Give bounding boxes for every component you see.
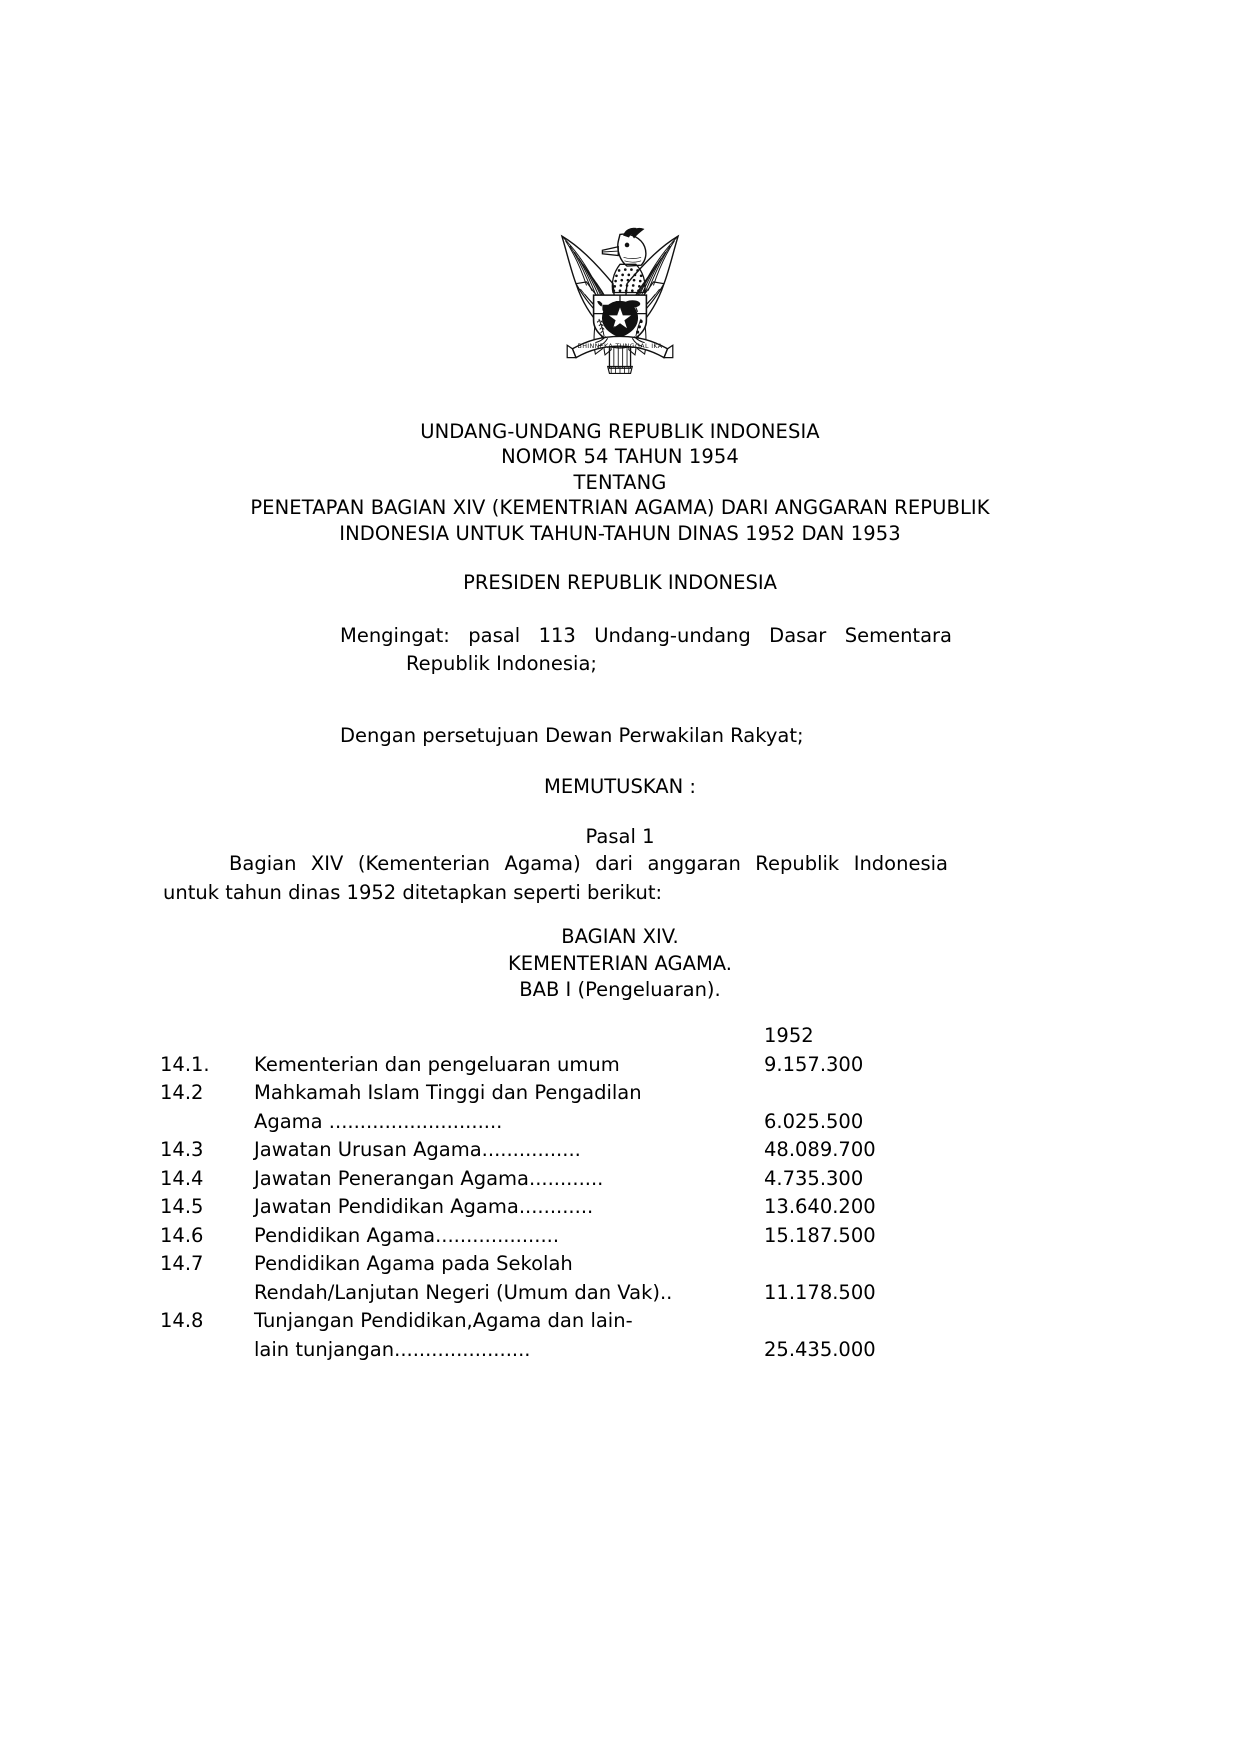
budget-row-value: 11.178.500 [764, 1280, 876, 1304]
budget-row-value: 25.435.000 [764, 1337, 876, 1361]
memutuskan-heading: MEMUTUSKAN : [544, 775, 696, 798]
budget-row-code: 14.8 [160, 1309, 204, 1332]
budget-row-value: 13.640.200 [764, 1195, 876, 1218]
budget-row-value: 6.025.500 [764, 1109, 864, 1133]
budget-row-label: Pendidikan Agama.................... [254, 1223, 560, 1247]
budget-row [160, 1079, 1080, 1108]
budget-row [160, 1165, 1080, 1194]
mengingat-line-2: Republik Indonesia; [406, 652, 597, 675]
budget-row-code: 14.3 [160, 1138, 204, 1161]
budget-row [160, 1250, 1080, 1279]
budget-row-label: Tunjangan Pendidikan,Agama dan lain- [254, 1309, 633, 1332]
year-header-spacer-code [160, 1022, 254, 1051]
budget-row-value-spacer [764, 1307, 1080, 1336]
budget-row-code: 14.7 [160, 1252, 204, 1275]
budget-row-continuation [160, 1336, 1080, 1365]
budget-row-label: Kementerian dan pengeluaran umum [254, 1052, 620, 1076]
document-title-block [160, 419, 1080, 546]
budget-row-label: Mahkamah Islam Tinggi dan Pengadilan [254, 1081, 642, 1104]
title-line-1: UNDANG-UNDANG REPUBLIK INDONESIA [420, 420, 820, 443]
budget-row [160, 1051, 1080, 1080]
motto-ribbon [567, 336, 673, 357]
budget-row-label-continued: Agama ............................ [254, 1109, 503, 1133]
persetujuan-paragraph: Dengan persetujuan Dewan Perwakilan Rakyat; [340, 724, 804, 747]
budget-year-header: 1952 [764, 1024, 814, 1047]
bagian-heading-block [160, 924, 1080, 1004]
budget-row-value-spacer [764, 1250, 1080, 1279]
budget-row-code-spacer [160, 1336, 254, 1365]
budget-row-value: 15.187.500 [764, 1223, 876, 1247]
budget-row [160, 1222, 1080, 1251]
budget-table-container [160, 1022, 1080, 1364]
budget-row-label-continued: lain tunjangan...................... [254, 1337, 531, 1361]
budget-row-code: 14.2 [160, 1081, 204, 1104]
budget-row-code: 14.4 [160, 1166, 204, 1190]
budget-row [160, 1193, 1080, 1222]
budget-row-label: Jawatan Urusan Agama................ [254, 1138, 581, 1161]
title-line-5: INDONESIA UNTUK TAHUN-TAHUN DINAS 1952 DAN 1953 [339, 521, 901, 545]
budget-row-label: Jawatan Penerangan Agama............ [254, 1166, 604, 1190]
budget-row-code: 14.1. [160, 1052, 210, 1076]
title-line-3: TENTANG [573, 470, 667, 494]
emblem-container [0, 208, 1240, 384]
budget-row-code-spacer [160, 1279, 254, 1308]
budget-row-value: 4.735.300 [764, 1166, 864, 1190]
garuda-pancasila-emblem [532, 208, 708, 384]
budget-row [160, 1136, 1080, 1165]
mengingat-paragraph [340, 622, 952, 678]
budget-row-code-spacer [160, 1108, 254, 1137]
budget-table [160, 1022, 1080, 1364]
budget-row-code: 14.5 [160, 1195, 204, 1218]
year-header-spacer-label [254, 1022, 764, 1051]
bagian-line-3: BAB I (Pengeluaran). [519, 978, 721, 1001]
budget-row-continuation [160, 1108, 1080, 1137]
mengingat-line-1: Mengingat: pasal 113 Undang-undang Dasar Sementara [340, 624, 952, 647]
budget-row-code: 14.6 [160, 1223, 204, 1247]
svg-text:BHINNEKA TUNGGAL IKA: BHINNEKA TUNGGAL IKA [577, 342, 663, 350]
pasal-body: Bagian XIV (Kementerian Agama) dari anggaran Republik Indonesia untuk tahun dinas 1952 ditetapkan seperti berikut: [163, 852, 948, 904]
president-heading: PRESIDEN REPUBLIK INDONESIA [463, 571, 777, 594]
budget-row-label: Pendidikan Agama pada Sekolah [254, 1252, 573, 1275]
budget-year-header-row [160, 1022, 1080, 1051]
pasal-heading: Pasal 1 [585, 825, 655, 848]
budget-row-label-continued: Rendah/Lanjutan Negeri (Umum dan Vak).. [254, 1280, 673, 1304]
budget-row-value: 48.089.700 [764, 1138, 876, 1161]
budget-row-value: 9.157.300 [764, 1052, 864, 1076]
budget-row-label: Jawatan Pendidikan Agama............ [254, 1195, 594, 1218]
garuda-head [602, 228, 645, 266]
bagian-line-1: BAGIAN XIV. [561, 925, 679, 948]
budget-row-continuation [160, 1279, 1080, 1308]
budget-row-value-spacer [764, 1079, 1080, 1108]
title-line-2: NOMOR 54 TAHUN 1954 [501, 445, 739, 469]
budget-row [160, 1307, 1080, 1336]
bagian-line-2: KEMENTERIAN AGAMA. [508, 951, 732, 975]
budget-table-body [160, 1022, 1080, 1364]
title-line-4: PENETAPAN BAGIAN XIV (KEMENTRIAN AGAMA) DARI ANGGARAN REPUBLIK [250, 496, 990, 520]
